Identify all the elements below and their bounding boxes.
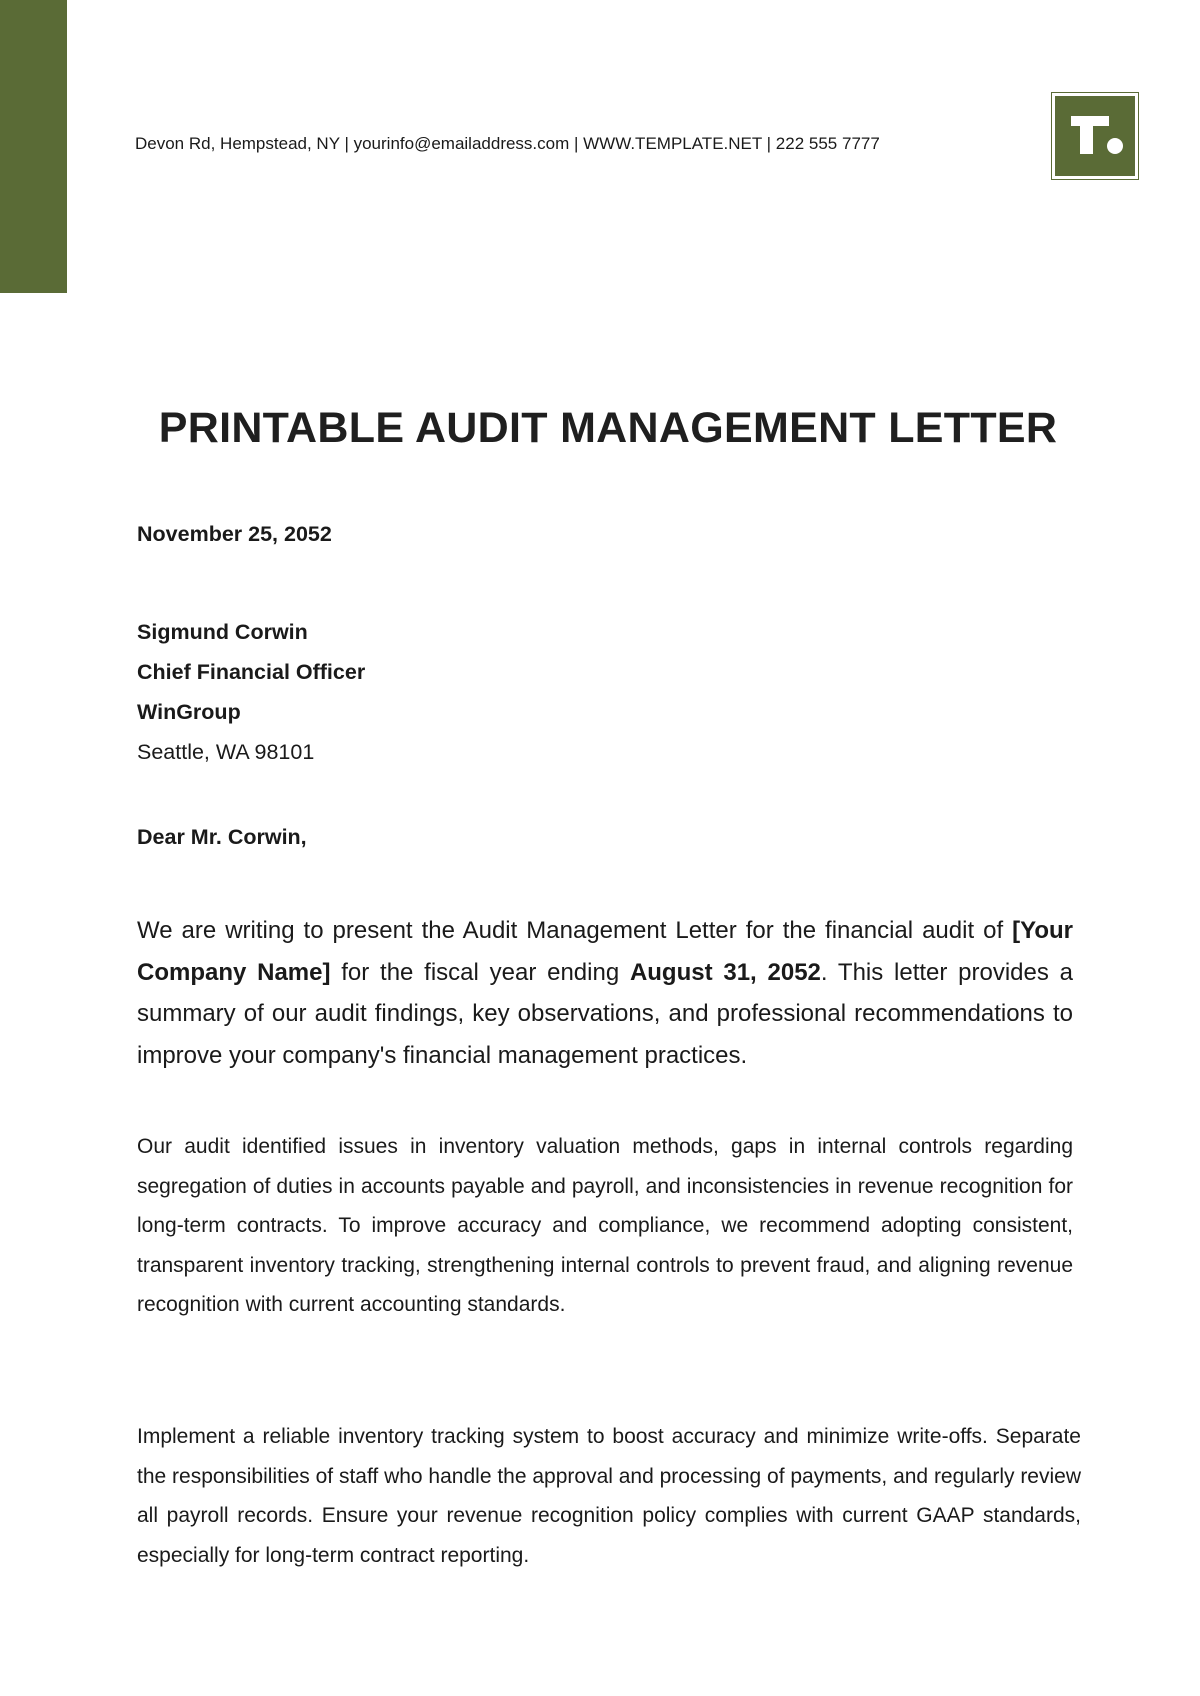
recipient-name: Sigmund Corwin <box>137 620 308 644</box>
recommendations-paragraph: Implement a reliable inventory tracking system to boost accuracy and minimize write-offs. Separate the responsibilities of staff who handle the approval and processing of payments, and regularly review all payroll records. Ensure your revenue recognition policy complies with current GAAP standards, especially for long-term contract reporting. <box>137 1425 1081 1567</box>
recipient-company: WinGroup <box>137 700 241 724</box>
findings-paragraph: Our audit identified issues in inventory valuation methods, gaps in internal controls regarding segregation of duties in accounts payable and payroll, and inconsistencies in revenue recognition for long-term contracts. To improve accuracy and compliance, we recommend adopting consistent, transparent inventory tracking, strengthening internal controls to prevent fraud, and aligning revenue recognition with current accounting standards. <box>137 1135 1073 1316</box>
intro-paragraph <box>137 910 1073 1076</box>
intro-text-1: We are writing to present the Audit Management Letter for the financial audit of <box>137 917 1013 944</box>
logo-t-icon <box>1055 96 1134 175</box>
letter-date: November 25, 2052 <box>137 522 332 546</box>
header-accent-bar <box>0 0 67 293</box>
company-logo <box>1051 92 1139 180</box>
recipient-block <box>137 612 365 772</box>
recipient-position: Chief Financial Officer <box>137 660 366 684</box>
company-placeholder: [Your Company Name] <box>137 917 1073 986</box>
logo-mark <box>1055 96 1135 176</box>
page-title: PRINTABLE AUDIT MANAGEMENT LETTER <box>158 404 1058 452</box>
contact-info: Devon Rd, Hempstead, NY | yourinfo@emailaddress.com | WWW.TEMPLATE.NET | 222 555 7777 <box>135 134 880 153</box>
fiscal-year-date: August 31, 2052 <box>629 958 821 986</box>
intro-text-3: . This letter provides a summary of our audit findings, key observations, and professional recommendations to improve your company's financial management practices. <box>137 958 1073 1069</box>
salutation: Dear Mr. Corwin, <box>137 825 307 849</box>
recipient-address: Seattle, WA 98101 <box>137 740 315 764</box>
intro-text-2: for the fiscal year ending <box>330 958 630 986</box>
